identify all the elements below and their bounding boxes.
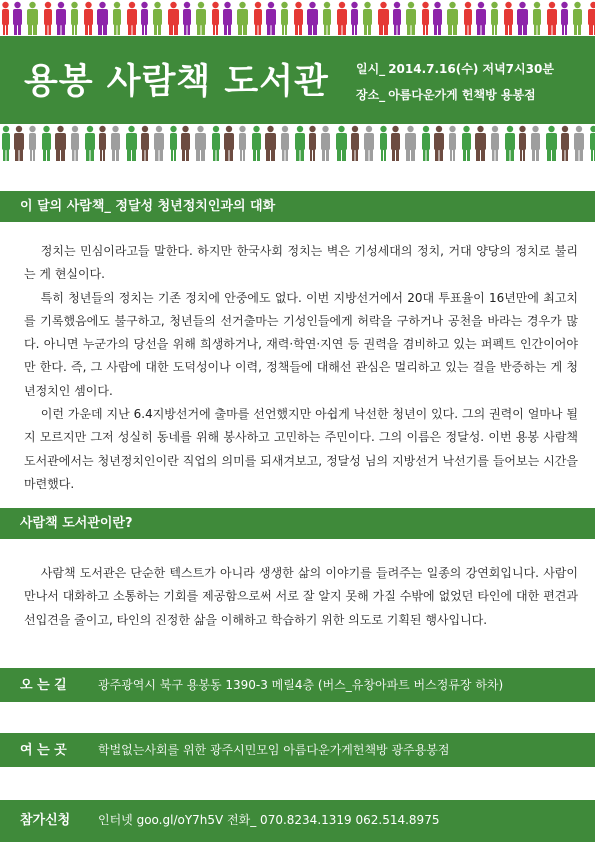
person-silhouette-icon [406,2,416,35]
person-silhouette-icon [212,2,219,35]
person-silhouette-icon [363,2,372,35]
person-silhouette-icon [254,2,262,35]
section1-paragraph: 정치는 민심이라고들 말한다. 하지만 한국사회 정치는 벽은 기성세대의 정치, 거대 양당의 정치로 불리는 게 현실이다. [24,244,578,282]
person-silhouette-icon [154,126,164,161]
person-silhouette-icon [183,2,191,35]
person-silhouette-icon [55,126,66,161]
person-silhouette-icon [44,2,52,35]
person-silhouette-icon [223,2,232,35]
section2-body [24,562,578,632]
person-silhouette-icon [265,126,276,161]
person-silhouette-icon [195,126,206,161]
person-silhouette-icon [281,126,289,161]
person-silhouette-icon [505,126,515,161]
registration-bar [0,800,595,842]
date-label: 일시_ [356,62,386,76]
person-silhouette-icon [141,2,148,35]
person-silhouette-icon [574,126,584,161]
page-title: 용봉 사람책 도서관 [24,62,329,102]
person-silhouette-icon [181,126,190,161]
person-silhouette-icon [14,126,24,161]
section1-paragraph: 이런 가운데 지난 6.4지방선거에 출마를 선언했지만 아쉽게 낙선한 청년이 있다. 그의 권력이 얼마나 될 지 모르지만 그저 성실히 동네를 위해 봉사하고 고민하는 주민이다. 그의 이름은 정달성. 이번 용봉 사람책 도서관에서는 청년정치인이란 직업의 의미를 되새겨보고, 정달성 님의 지방선거 낙선기를 들어보는 시간을 마련했다. [24,407,578,491]
section-heading-human-book: 이 달의 사람책_ 정달성 청년정치인과의 대화 [0,191,595,222]
person-silhouette-icon [321,126,330,161]
person-silhouette-icon [449,126,456,161]
person-silhouette-icon [533,2,541,35]
header-band [0,36,595,124]
person-silhouette-icon [547,2,557,35]
person-silhouette-icon [546,126,557,161]
person-silhouette-icon [519,126,526,161]
person-silhouette-icon [224,126,234,161]
person-silhouette-icon [71,126,79,161]
directions-label: 오 는 길 [20,678,67,693]
person-silhouette-icon [307,2,318,35]
person-silhouette-icon [464,2,472,35]
person-silhouette-icon [590,126,595,161]
person-silhouette-icon [29,126,36,161]
date-value: 2014.7.16(수) 저녁7시30분 [388,62,554,76]
person-silhouette-icon [84,2,93,35]
person-silhouette-icon [561,2,568,35]
person-silhouette-icon [113,2,121,35]
people-silhouettes-top-graphic [0,0,595,36]
event-info [356,56,554,108]
person-silhouette-icon [212,126,220,161]
person-silhouette-icon [476,2,486,35]
person-silhouette-icon [434,126,444,161]
person-silhouette-icon [295,126,305,161]
person-silhouette-icon [378,2,389,35]
person-silhouette-icon [27,2,38,35]
directions-text: 광주광역시 북구 용봉동 1390-3 메릴4층 (버스_유창아파트 버스정류장 하차) [98,678,504,692]
person-silhouette-icon [447,2,458,35]
place-label: 장소_ [356,88,386,102]
people-silhouettes-top [0,0,595,36]
registration-label: 참가신청 [20,813,71,828]
person-silhouette-icon [111,126,120,161]
section1-paragraph: 특히 청년들의 정치는 기존 정치에 안중에도 없다. 이번 지방선거에서 20대 투표율이 16년만에 최고치를 기록했음에도 불구하고, 청년들의 선거출마는 기성인들에게 허락을 구하거나 공천을 바라는 경우가 많다. 아니면 누군가의 당선을 위해 희생하거나, 재력·학연·지연 등 권력을 겸비하고 있는 퍼펙트 인간이어야만 한다. 즉, 그 사람에 대한 도덕성이나 이력, 정책들에 대해선 관심은 멀리하고 있는 걸을 반증하는 게 청년정치인 셈이다. [24,290,578,398]
organizer-text: 학벌없는사회를 위한 광주시민모임 아름다운가게헌책방 광주용봉점 [98,743,450,757]
person-silhouette-icon [351,126,359,161]
person-silhouette-icon [294,2,303,35]
people-silhouettes-bottom-graphic [0,124,595,162]
person-silhouette-icon [42,126,51,161]
section2-paragraph: 사람책 도서관은 단순한 텍스트가 아니라 생생한 삶의 이야기를 들려주는 일종의 강연회입니다. 사람이 만나서 대화하고 소통하는 기회를 제공함으로써 서로 잘 알지 못해 가질 수밖에 없었던 타인에 대한 편견과 선입견을 줄이고, 타인의 진정한 삶을 이해하고 학습하기 위한 의도로 기획된 행사입니다. [24,566,578,627]
person-silhouette-icon [281,2,288,35]
person-silhouette-icon [422,2,429,35]
organizer-bar [0,733,595,767]
person-silhouette-icon [531,126,540,161]
person-silhouette-icon [405,126,416,161]
person-silhouette-icon [71,2,78,35]
person-silhouette-icon [323,2,331,35]
people-silhouettes-bottom [0,124,595,162]
person-silhouette-icon [517,2,528,35]
person-silhouette-icon [97,2,108,35]
organizer-label: 여 는 곳 [20,743,67,758]
person-silhouette-icon [491,126,499,161]
person-silhouette-icon [504,2,513,35]
person-silhouette-icon [2,126,10,161]
person-silhouette-icon [588,2,595,35]
person-silhouette-icon [85,126,95,161]
person-silhouette-icon [391,126,400,161]
person-silhouette-icon [13,2,22,35]
person-silhouette-icon [2,2,9,35]
person-silhouette-icon [380,126,387,161]
person-silhouette-icon [141,126,149,161]
section-heading-what-is: 사람책 도서관이란? [0,508,595,539]
place-value: 아름다운가게 헌책방 용봉점 [388,88,536,102]
person-silhouette-icon [393,2,401,35]
person-silhouette-icon [153,2,162,35]
person-silhouette-icon [170,126,177,161]
person-silhouette-icon [309,126,316,161]
person-silhouette-icon [126,126,137,161]
person-silhouette-icon [56,2,66,35]
registration-text: 인터넷 goo.gl/oY7h5V 전화_ 070.8234.1319 062.514.8975 [98,813,440,827]
person-silhouette-icon [99,126,106,161]
directions-bar [0,668,595,702]
person-silhouette-icon [433,2,442,35]
person-silhouette-icon [196,2,206,35]
person-silhouette-icon [127,2,137,35]
person-silhouette-icon [168,2,179,35]
person-silhouette-icon [239,126,246,161]
person-silhouette-icon [475,126,486,161]
person-silhouette-icon [266,2,276,35]
person-silhouette-icon [252,126,261,161]
person-silhouette-icon [573,2,582,35]
event-date [356,56,554,82]
person-silhouette-icon [462,126,471,161]
person-silhouette-icon [351,2,358,35]
person-silhouette-icon [561,126,569,161]
person-silhouette-icon [337,2,347,35]
person-silhouette-icon [237,2,248,35]
section1-body [24,240,578,496]
person-silhouette-icon [422,126,430,161]
event-place [356,82,554,108]
person-silhouette-icon [364,126,374,161]
person-silhouette-icon [491,2,498,35]
person-silhouette-icon [336,126,347,161]
